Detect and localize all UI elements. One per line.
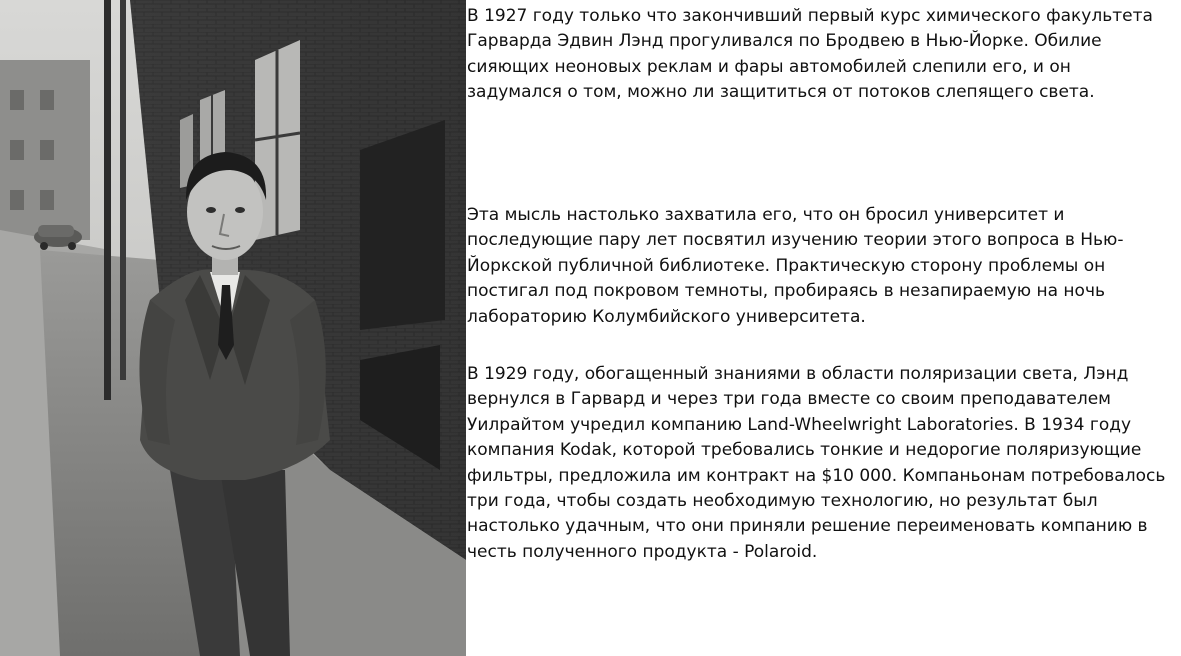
article-text [467, 0, 1175, 656]
portrait-photo [0, 0, 466, 656]
street-portrait-illustration [0, 0, 466, 656]
paragraph-2: Эта мысль настолько захватила его, что он бросил университет и последующие пару лет посвятил изучению теории этого вопроса в Нью- Йоркской публичной библиотеке. Практическую сторону проблемы он постигал под покровом темноты, пробираясь в незапираемую на ночь лабораторию Колумбийского университета. [467, 205, 1124, 327]
paragraph-1: В 1927 году только что закончивший первый курс химического факультета Гарварда Эдвин Лэнд прогуливался по Бродвею в Нью-Йорке. Обилие сияющих неоновых реклам и фары автомобилей слепили его, и он задумался о том, можно ли защититься от потоков слепящего света. [467, 6, 1153, 103]
paragraph-3: В 1929 году, обогащенный знаниями в области поляризации света, Лэнд вернулся в Гарвард и через три года вместе со своим преподавателем Уилрайтом учредил компанию Land-Wheelwright Laboratories. В 1934 году компания Kodak, которой требовались тонкие и недорогие поляризующие фильтры, предложила им контракт на $10 000. Компаньонам потребовалось три года, чтобы создать необходимую технологию, но результат был настолько удачным, что они приняли решение переименовать компанию в честь полученного продукта - Polaroid. [467, 364, 1166, 562]
